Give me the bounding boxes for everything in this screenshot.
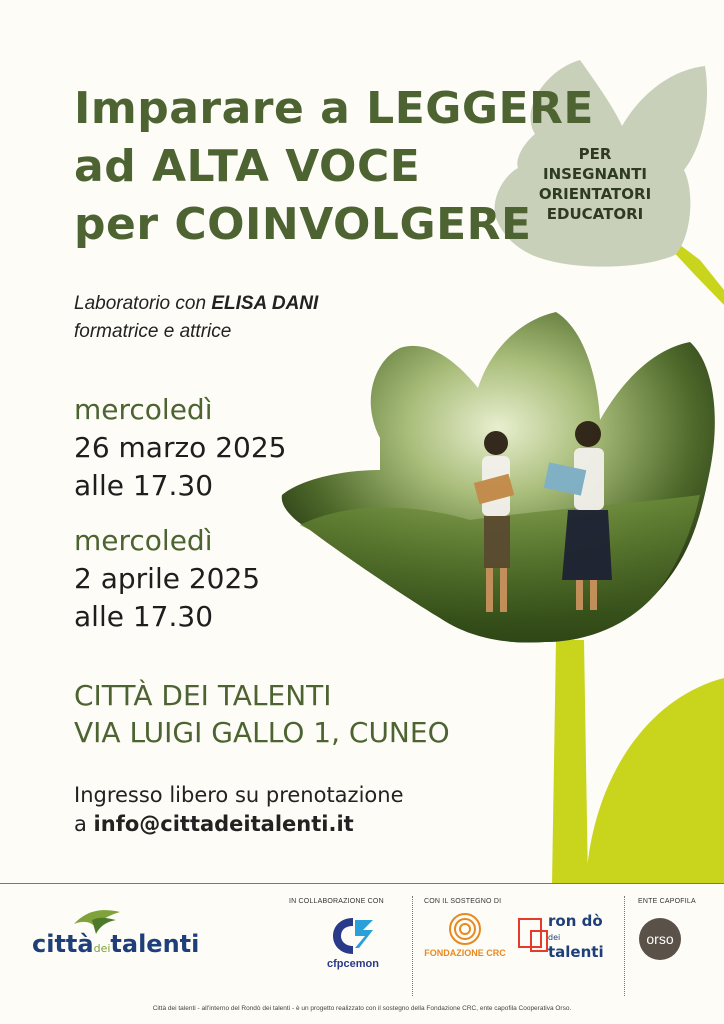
fondazione-crc-logo <box>422 912 508 962</box>
date-block-2 <box>74 522 260 636</box>
email-link[interactable]: info@cittadeitalenti.it <box>93 812 354 836</box>
title-line: per COINVOLGERE <box>74 199 532 250</box>
rondo-square-icon <box>530 930 548 952</box>
cfpcemon-logo <box>318 914 388 976</box>
cfpcemon-icon <box>329 914 377 956</box>
rondo-text: talenti <box>548 943 604 961</box>
location-name: CITTÀ DEI TALENTI <box>74 679 332 712</box>
entry-info <box>74 781 404 839</box>
speaker-name: ELISA DANI <box>211 293 319 314</box>
stem <box>552 640 588 884</box>
footer-divider <box>0 883 724 884</box>
audience-list <box>535 144 655 224</box>
location <box>74 677 450 751</box>
event-time: alle 17.30 <box>74 469 214 502</box>
weekday: mercoledì <box>74 524 213 557</box>
weekday: mercoledì <box>74 393 213 426</box>
crc-rings-icon <box>442 912 488 946</box>
logo-text-dei: dei <box>93 942 111 955</box>
page-title <box>74 80 594 254</box>
location-address: VIA LUIGI GALLO 1, CUNEO <box>74 716 450 749</box>
logo-text-citta: città <box>32 930 94 958</box>
crc-text: FONDAZIONE CRC <box>424 948 506 958</box>
date-block-1 <box>74 391 286 505</box>
entry-prefix: a <box>74 812 94 836</box>
title-line: Imparare a LEGGERE <box>74 83 594 134</box>
audience-item: INSEGNANTI <box>542 165 648 183</box>
entry-contact <box>74 810 404 839</box>
audience-item: EDUCATORI <box>546 205 644 223</box>
rondo-dei-talenti-logo <box>518 914 608 962</box>
support-label: CON IL SOSTEGNO DI <box>424 898 502 905</box>
event-time: alle 17.30 <box>74 600 214 633</box>
fine-print: Città dei talenti - all'interno del Rondò dei talenti - è un progetto realizzato con il sostegno della Fondazione CRC, ente capofila Cooperativa Orso. <box>152 1005 572 1012</box>
rondo-text: dei <box>548 933 561 942</box>
logo-text-talenti: talenti <box>110 930 200 958</box>
audience-item: ORIENTATORI <box>538 185 652 203</box>
footer-separator <box>624 896 625 996</box>
leaf <box>586 678 724 884</box>
audience-item: PER <box>578 145 612 163</box>
event-date: 2 aprile 2025 <box>74 562 261 595</box>
orso-logo: orso <box>639 918 681 960</box>
rondo-text: dò <box>581 912 603 930</box>
speaker-prefix: Laboratorio con <box>74 293 212 314</box>
workshop-info <box>74 290 318 346</box>
cfpcemon-text: cfpcemon <box>327 958 379 970</box>
rondo-text: ron <box>548 912 577 930</box>
speaker-line <box>74 290 318 318</box>
entry-text: Ingresso libero su prenotazione <box>74 783 404 807</box>
rondo-line <box>548 914 608 945</box>
title-line: ad ALTA VOCE <box>74 141 421 192</box>
footer-separator <box>412 896 413 996</box>
speaker-role: formatrice e attrice <box>74 321 232 342</box>
event-date: 26 marzo 2025 <box>74 431 287 464</box>
collab-label: IN COLLABORAZIONE CON <box>289 898 384 905</box>
citta-dei-talenti-logo <box>32 906 204 966</box>
lead-label: ENTE CAPOFILA <box>638 898 696 905</box>
